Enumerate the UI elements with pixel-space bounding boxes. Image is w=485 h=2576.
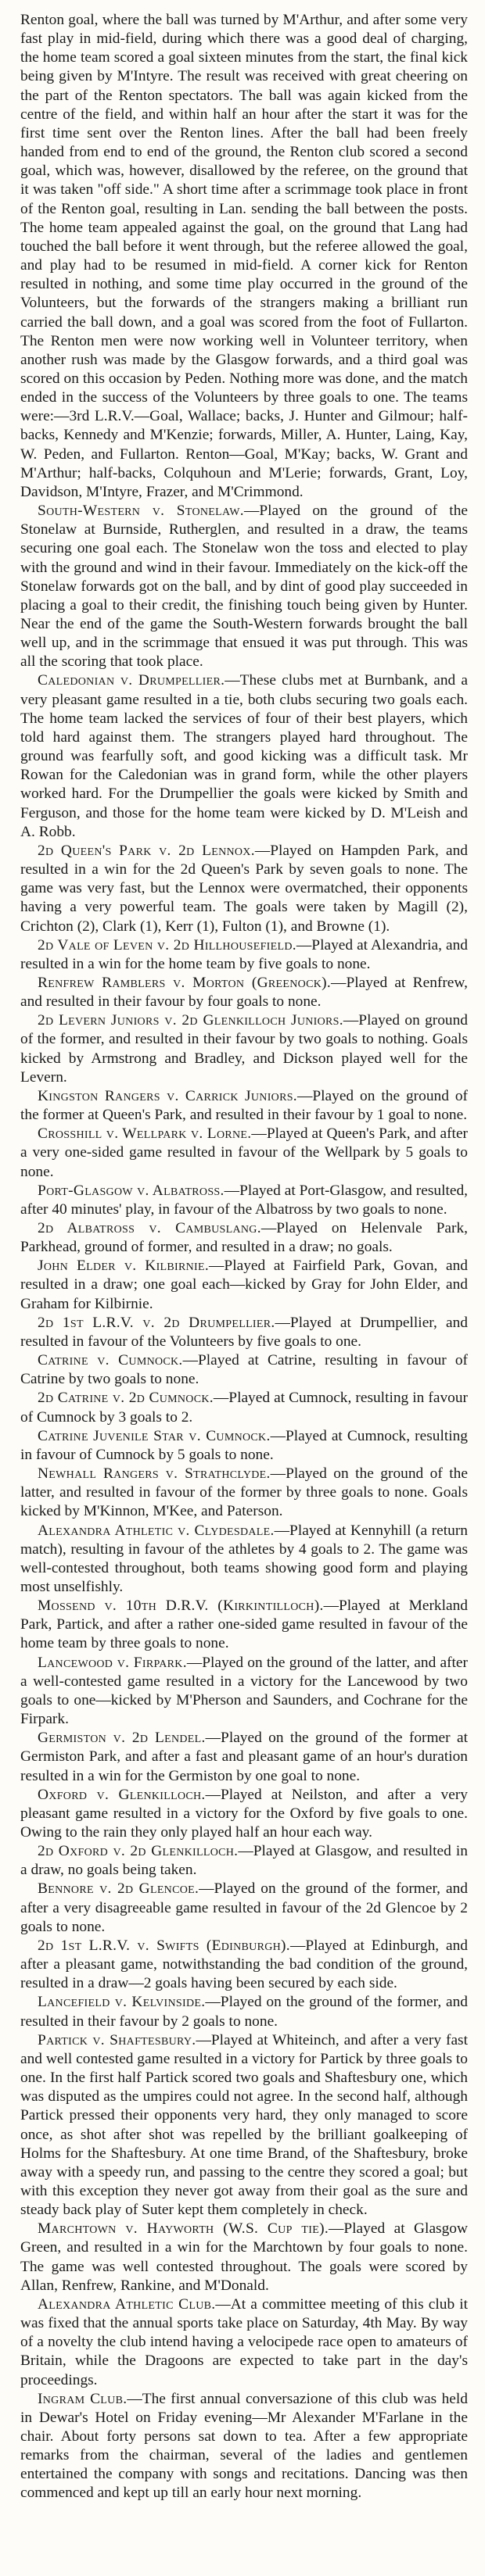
match-report: [20, 1465, 468, 1521]
report-body: —Played at Whiteinch, and after a very fast and well contested game resulted in a victory for Partick by three goals to one. In the first half Partick scored two goals and Shaftesbury one, which was disputed as the umpires could not agree. In the second half, although Partick pressed their opponents very hard, they only managed to score once, as shot after shot was repelled by the brilliant goalkeeping of Holms for the Shaftesbury. At one time Brand, of the Shaftesbury, broke away with a speedy run, and passing to the centre they scored a goal; but with this exception they never got away from their goal as the sure and steady back play of Suter kept them completely in check.: [20, 2031, 468, 2219]
report-body: —Played on the ground of the former, and after a very disagreeable game resulted in favour of the 2d Glencoe by 2 goals to none.: [20, 1880, 468, 1935]
report-heading: Crosshill v. Wellpark v. Lorne.: [38, 1125, 252, 1143]
report-heading: 2d Oxford v. 2d Glenkilloch.: [38, 1843, 239, 1860]
report-body: Renton goal, where the ball was turned by M'Arthur, and after some very fast play in mid-field, during which there was a good deal of charging, the home team scored a goal sixteen minutes from the start, the final kick being given by M'Intyre. The result was received with great cheering on the part of the Renton spectators. The ball was again kicked from the centre of the field, and within half an hour after the start it was for the first time sent over the Renton lines. After the ball had been freely handed from end to end of the ground, the Renton club scored a second goal, which was, however, disallowed by the referee, on the ground that it was taken "off side." A short time after a scrimmage took place in front of the Renton goal, resulting in Lan. sending the ball between the posts. The home team appealed against the goal, on the ground that Lang had touched the ball before it went through, but the referee allowed the goal, and play had to be resumed in mid-field. A corner kick for Renton resulted in nothing, and some time play occurred in the ground of the Volunteers, but the forwards of the strangers making a brilliant run carried the ball down, and a goal was scored from the foot of Fullarton. The Renton men were now working well in Volunteer territory, when another rush was made by the Glasgow forwards, and a third goal was scored on this occasion by Peden. Nothing more was done, and the match ended in the success of the Volunteers by three goals to one. The teams were:—3rd L.R.V.—Goal, Wallace; backs, J. Hunter and Gilmour; half-backs, Kennedy and M'Kenzie; forwards, Miller, A. Hunter, Laing, Kay, W. Peden, and Fullarton. Renton—Goal, M'Kay; backs, W. Grant and M'Arthur; half-backs, Colquhoun and M'Lerie; forwards, Grant, Loy, Davidson, M'Intyre, Frazer, and M'Crimmond.: [20, 12, 468, 500]
report-body: —Played at Queen's Park, and after a very one-sided game resulted in favour of the Wellpark by 5 goals to none.: [20, 1125, 469, 1180]
report-heading: Lancewood v. Firpark.: [38, 1654, 187, 1671]
report-heading: 2d Levern Juniors v. 2d Glenkilloch Juniors.: [38, 1012, 343, 1029]
report-body: —Played on the ground of the former at Germiston Park, and after a fast and pleasant game of an hour's duration resulted in a win for the Germiston by one goal to none.: [20, 1730, 468, 1784]
report-heading: Germiston v. 2d Lendel.: [38, 1730, 206, 1747]
report-body: —Played on the ground of the former at Queen's Park, and resulted in their favour by 1 goal to none.: [20, 1087, 468, 1124]
report-body: —Played at Cumnock, resulting in favour of Cumnock by 5 goals to none.: [20, 1427, 469, 1463]
match-report: [20, 1125, 468, 1181]
match-report: [20, 502, 468, 671]
report-body: —Played on the ground of the latter, and after a well-contested game resulted in a victory for the Lancewood by two goals to one—kicked by M'Pherson and Saunders, and Cochrane for the Firpark.: [20, 1654, 468, 1728]
match-report-renton: [20, 11, 468, 502]
report-body: —Played on the ground of the latter, and resulted in favour of the former by three goals to none. Goals kicked by M'Kinnon, M'Kee, and Paterson.: [20, 1465, 468, 1520]
match-report: [20, 1786, 468, 1842]
report-heading: Oxford v. Glenkilloch.: [38, 1786, 206, 1803]
report-body: —Played at Glasgow Green, and resulted in a win for the Marchtown by four goals to none. The game was well contested throughout. The goals were scored by Allan, Renfrew, Rankine, and M'Donald.: [20, 2220, 468, 2294]
match-report: [20, 1219, 468, 1257]
match-report: [20, 1427, 468, 1465]
match-report: [20, 1182, 468, 1219]
report-heading: 2d 1st L.R.V. v. Swifts (Edinburgh).: [38, 1937, 290, 1954]
report-heading: Ingram Club.: [38, 2390, 128, 2407]
match-report: [20, 1011, 468, 1087]
report-body: —Played at Port-Glasgow, and resulted, after 40 minutes' play, in favour of the Albatross by two goals to none.: [20, 1182, 468, 1218]
report-body: —Played at Fairfield Park, Govan, and resulted in a draw; one goal each—kicked by Gray for John Elder, and Graham for Kilbirnie.: [20, 1258, 468, 1312]
report-heading: Newhall Rangers v. Strathclyde.: [38, 1465, 271, 1483]
match-report: [20, 2220, 468, 2295]
report-body: —Played at Renfrew, and resulted in their favour by four goals to none.: [20, 974, 468, 1011]
report-body: —The first annual conversazione of this club was held in Dewar's Hotel on Friday evening—Mr Alexander M'Farlane in the chair. About forty persons sat down to tea. After a few appropriate remarks from the chairman, several of the ladies and gentlemen entertained the company with songs and recitations. Dancing was then commenced and kept up till an early hour next morning.: [20, 2390, 468, 2502]
match-report: [20, 1351, 468, 1389]
match-report: [20, 1522, 468, 1597]
report-heading: Catrine v. Cumnock.: [38, 1352, 183, 1369]
report-heading: Caledonian v. Drumpellier.: [38, 672, 225, 689]
report-body: —Played at Drumpellier, and resulted in favour of the Volunteers by five goals to one.: [20, 1314, 468, 1350]
match-report: [20, 1087, 468, 1125]
match-report: [20, 1937, 468, 1993]
match-report: [20, 842, 468, 936]
report-heading: Mossend v. 10th D.R.V. (Kirkintilloch).: [38, 1597, 324, 1615]
match-report: [20, 2031, 468, 2220]
report-body: —Played on the ground of the Stonelaw at Burnside, Rutherglen, and resulted in a draw, the teams securing one goal each. The Stonelaw won the toss and elected to play with the ground and wind in their favour. Immediately on the kick-off the Stonelaw forwards got on the ball, and by dint of good play succeeded in placing a goal to their credit, the finishing touch being given by Hunter. Near the end of the game the South-Western forwards brought the ball well up, and in the scrimmage that ensued it was put through. This was all the scoring that took place.: [20, 503, 468, 671]
report-body: —Played on the ground of the former, and resulted in their favour by 2 goals to none.: [20, 1994, 468, 2030]
report-body: —These clubs met at Burnbank, and a very pleasant game resulted in a tie, both clubs securing two goals each. The home team lacked the services of four of their best players, which told hard against them. The strangers played hard throughout. The ground was fearfully soft, and good kicking was a difficult task. Mr Rowan for the Caledonian was in grand form, while the other players worked hard. For the Drumpellier the goals were kicked by Smith and Ferguson, and those for the home team were kicked by D. M'Leish and A. Robb.: [20, 672, 469, 840]
match-report: [20, 936, 468, 974]
match-report: [20, 1257, 468, 1313]
report-heading: Marchtown v. Hayworth (W.S. Cup tie).: [38, 2220, 329, 2238]
match-report: [20, 1729, 468, 1785]
report-body: —Played on Helenvale Park, Parkhead, ground of former, and resulted in a draw; no goals.: [20, 1220, 468, 1256]
report-heading: Bennore v. 2d Glencoe.: [38, 1880, 199, 1898]
report-heading: Partick v. Shaftesbury.: [38, 2031, 196, 2048]
report-body: —Played at Glasgow, and resulted in a draw, no goals being taken.: [20, 1843, 468, 1879]
report-heading: Alexandra Athletic v. Clydesdale.: [38, 1522, 275, 1539]
report-body: —Played at Catrine, resulting in favour of Catrine by two goals to none.: [20, 1352, 468, 1388]
match-report: [20, 1389, 468, 1426]
match-report: [20, 1842, 468, 1880]
report-heading: Alexandra Athletic Club.: [38, 2295, 216, 2313]
report-body: —Played at Kennyhill (a return match), resulting in favour of the athletes by 4 goals to 2. The game was well-contested throughout, both teams showing good form and playing most unselfishly.: [20, 1522, 468, 1595]
report-heading: 2d Catrine v. 2d Cumnock.: [38, 1390, 214, 1407]
report-body: —At a committee meeting of this club it was fixed that the annual sports take place on Saturday, 4th May. By way of a novelty the club intend having a velocipede race open to amateurs of Britain, while the Dragoons are expected to take part in the day's proceedings.: [20, 2295, 468, 2388]
match-report: [20, 974, 468, 1011]
report-heading: South-Western v. Stonelaw.: [38, 503, 244, 520]
match-report: [20, 1314, 468, 1351]
match-report: [20, 1993, 468, 2030]
match-report: [20, 1597, 468, 1653]
match-report: [20, 1880, 468, 1936]
report-body: —Played on Hampden Park, and resulted in a win for the 2d Queen's Park by seven goals to none. The game was very fast, but the Lennox were overmatched, their opponents having a very powerful team. The goals were taken by Magill (2), Crichton (2), Clark (1), Kerr (1), Fulton (1), and Browne (1).: [20, 842, 468, 935]
report-heading: Lancefield v. Kelvinside.: [38, 1994, 206, 2011]
report-heading: Kingston Rangers v. Carrick Juniors.: [38, 1087, 297, 1104]
club-notice: [20, 2390, 468, 2503]
match-report: [20, 1654, 468, 1730]
report-heading: Port-Glasgow v. Albatross.: [38, 1182, 225, 1199]
report-heading: 2d 1st L.R.V. v. 2d Drumpellier.: [38, 1314, 275, 1331]
report-body: —Played at Neilston, and after a very pleasant game resulted in a victory for the Oxford by five goals to one. Owing to the rain they only played half an hour each way.: [20, 1786, 468, 1841]
report-heading: Catrine Juvenile Star v. Cumnock.: [38, 1427, 271, 1444]
report-heading: 2d Queen's Park v. 2d Lennox.: [38, 842, 255, 859]
report-heading: 2d Vale of Leven v. 2d Hillhousefield.: [38, 936, 296, 953]
report-body: —Played at Alexandria, and resulted in a win for the home team by five goals to none.: [20, 936, 469, 972]
report-body: —Played at Merkland Park, Partick, and after a rather one-sided game resulted in favour of the home team by three goals to none.: [20, 1597, 468, 1652]
report-heading: John Elder v. Kilbirnie.: [38, 1258, 210, 1275]
club-notice: [20, 2295, 468, 2390]
report-heading: 2d Albatross v. Cambuslang.: [38, 1220, 261, 1236]
report-body: —Played at Cumnock, resulting in favour of Cumnock by 3 goals to 2.: [20, 1390, 468, 1426]
report-body: —Played on ground of the former, and resulted in their favour by two goals to nothing. Goals kicked by Armstrong and Bradley, and Dickson played well for the Levern.: [20, 1012, 468, 1086]
report-body: —Played at Edinburgh, and after a pleasant game, notwithstanding the bad condition of the ground, resulted in a draw—2 goals having been secured by each side.: [20, 1937, 468, 1992]
match-report: [20, 671, 468, 841]
report-heading: Renfrew Ramblers v. Morton (Greenock).: [38, 974, 332, 991]
